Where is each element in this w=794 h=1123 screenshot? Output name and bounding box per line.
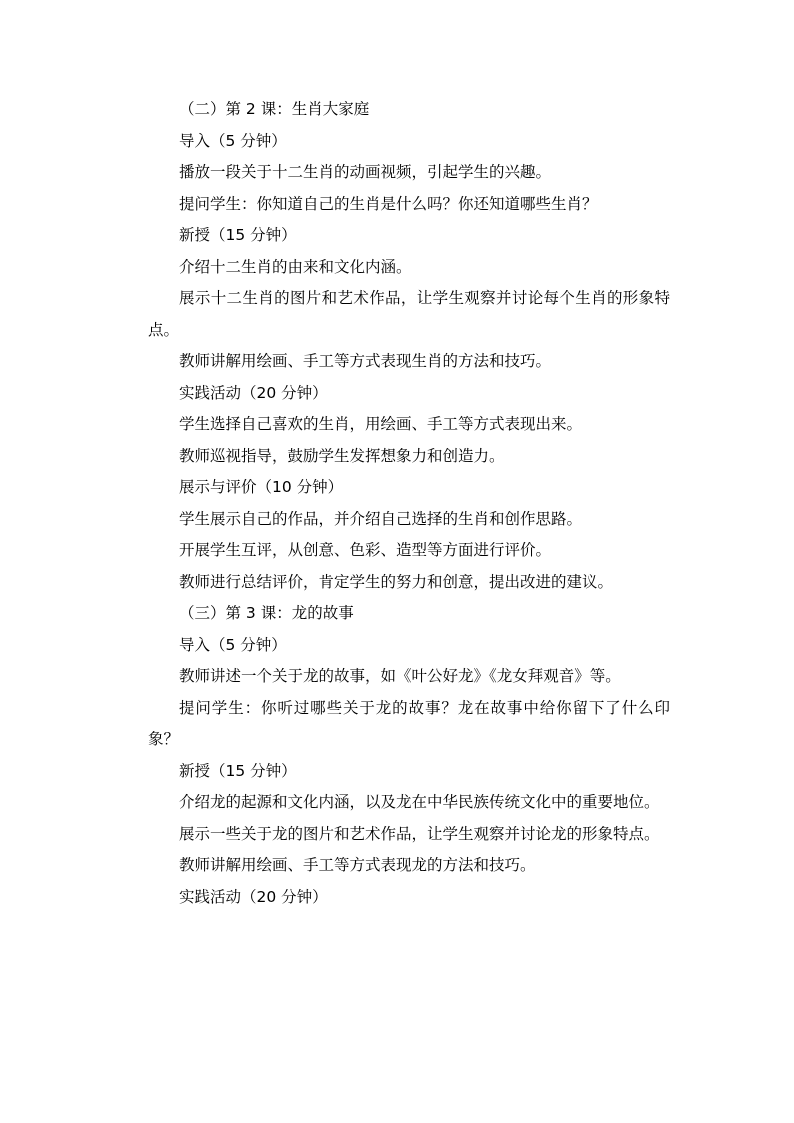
lesson-3-heading: （三）第 3 课：龙的故事 [179,604,354,622]
lesson-2-practice-heading: 实践活动（20 分钟） [179,383,328,402]
paragraph: 学生展示自己的作品，并介绍自己选择的生肖和创作思路。 [179,509,583,528]
lesson-3-new-heading: 新授（15 分钟） [179,761,297,780]
paragraph: 介绍十二生肖的由来和文化内涵。 [179,257,412,276]
lesson-2-new-heading: 新授（15 分钟） [179,226,297,244]
paragraph: 展示一些关于龙的图片和艺术作品，让学生观察并讨论龙的形象特点。 [179,824,660,843]
paragraph: 教师讲述一个关于龙的故事，如《叶公好龙》《龙女拜观音》等。 [179,667,621,685]
lesson-2-heading: （二）第 2 课：生肖大家庭 [179,100,370,118]
paragraph: 开展学生互评，从创意、色彩、造型等方面进行评价。 [179,541,552,559]
lesson-3-practice-heading: 实践活动（20 分钟） [179,887,328,906]
paragraph: 播放一段关于十二生肖的动画视频，引起学生的兴趣。 [179,163,552,181]
paragraph: 学生选择自己喜欢的生肖，用绘画、手工等方式表现出来。 [179,415,583,433]
lesson-3-intro-heading: 导入（5 分钟） [179,635,287,654]
paragraph: 教师讲解用绘画、手工等方式表现生肖的方法和技巧。 [179,352,552,370]
document-body [148,94,670,913]
paragraph: 教师讲解用绘画、手工等方式表现龙的方法和技巧。 [179,856,536,874]
paragraph: 提问学生：你知道自己的生肖是什么吗？你还知道哪些生肖？ [179,194,598,213]
paragraph: 教师进行总结评价，肯定学生的努力和创意，提出改进的建议。 [179,572,614,591]
paragraph: 展示十二生肖的图片和艺术作品，让学生观察并讨论每个生肖的形象特点。 [148,289,670,339]
lesson-2-evaluation-heading: 展示与评价（10 分钟） [179,478,344,496]
paragraph: 介绍龙的起源和文化内涵，以及龙在中华民族传统文化中的重要地位。 [179,793,660,811]
lesson-2-intro-heading: 导入（5 分钟） [179,131,287,150]
paragraph: 提问学生：你听过哪些关于龙的故事？龙在故事中给你留下了什么印象？ [148,698,670,748]
paragraph: 教师巡视指导，鼓励学生发挥想象力和创造力。 [179,446,505,465]
